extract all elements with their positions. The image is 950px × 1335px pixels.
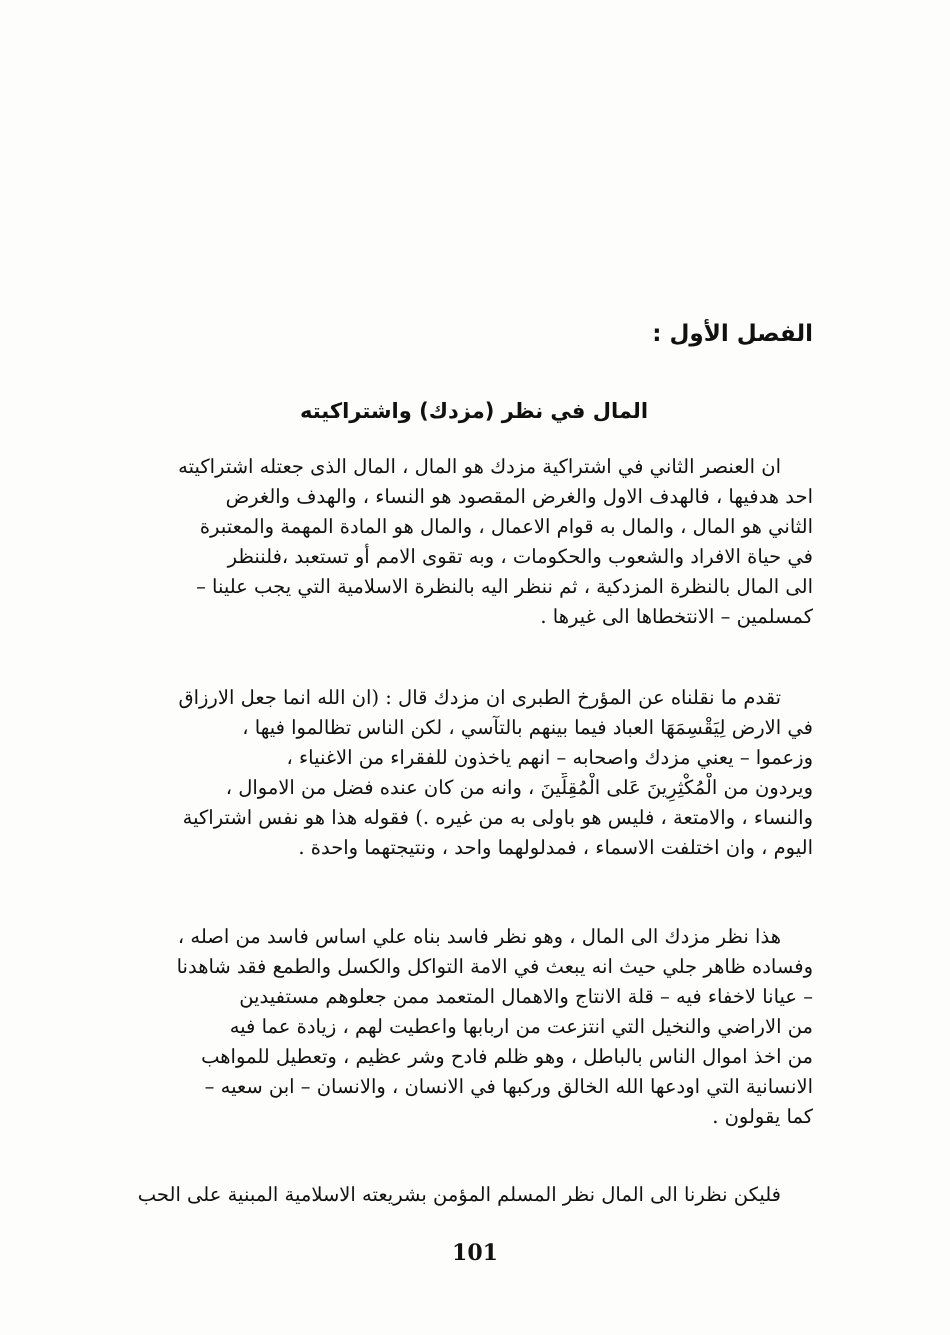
- paragraph-2: [135, 683, 813, 863]
- paragraph-line: في الارض لِيَقْسِمَهَا العباد فيما بينهم بالتآسي ، لكن الناس تظالموا فيها ،: [242, 716, 813, 739]
- paragraph-line: كما يقولون .: [712, 1105, 813, 1128]
- paragraph-line: كمسلمين – الانتخطاها الى غيرها .: [540, 605, 813, 628]
- paragraph-line: اليوم ، وان اختلفت الاسماء ، فمدلولهما واحد ، ونتيجتهما واحدة .: [298, 836, 813, 859]
- paragraph-line: الثاني هو المال ، والمال به قوام الاعمال ، والمال هو المادة المهمة والمعتبرة: [199, 515, 813, 538]
- paragraph-4: [135, 1180, 813, 1210]
- paragraph-line: من الاراضي والنخيل التي انتزعت من اربابها واعطيت لهم ، زيادة عما فيه: [229, 1015, 813, 1038]
- paragraph-line: والنساء ، والامتعة ، فليس هو باولى به من غيره .) فقوله هذا هو نفس اشتراكية: [182, 806, 813, 829]
- paragraph-line: الانسانية التي اودعها الله الخالق وركبها في الانسان ، والانسان – ابن سعيه –: [204, 1075, 813, 1098]
- paragraph-line: ان العنصر الثاني في اشتراكية مزدك هو المال ، المال الذى جعتله اشتراكيته: [178, 455, 781, 478]
- paragraph-line: في حياة الافراد والشعوب والحكومات ، وبه تقوى الامم أو تستعبد ،فلننظر: [227, 545, 813, 568]
- paragraph-line: من اخذ اموال الناس بالباطل ، وهو ظلم فادح وشر عظيم ، وتعطيل للمواهب: [201, 1045, 813, 1068]
- paragraph-line: وزعموا – يعني مزدك واصحابه – انهم ياخذون للفقراء من الاغنياء ،: [286, 746, 813, 769]
- paragraph-line: تقدم ما نقلناه عن المؤرخ الطبرى ان مزدك قال : (ان الله انما جعل الارزاق: [178, 686, 781, 709]
- section-title: المال في نظر (مزدك) واشتراكيته: [299, 399, 649, 423]
- chapter-heading: الفصل الأول :: [652, 321, 813, 347]
- paragraph-line: ويردون من الْمُكْثِرِينَ عَلى الْمُقِلِّينَ ، وانه من كان عنده فضل من الاموال ،: [225, 776, 813, 799]
- paragraph-3: [135, 922, 813, 1132]
- paragraph-line: احد هدفيها ، فالهدف الاول والغرض المقصود هو النساء ، والهدف والغرض: [225, 485, 813, 508]
- paragraph-line: الى المال بالنظرة المزدكية ، ثم ننظر اليه بالنظرة الاسلامية التي يجب علينا –: [196, 575, 813, 598]
- paragraph-line: – عيانا لاخفاء فيه – قلة الانتاج والاهمال المتعمد ممن جعلوهم مستفيدين: [239, 985, 813, 1008]
- paragraph-line: هذا نظر مزدك الى المال ، وهو نظر فاسد بناه علي اساس فاسد من اصله ،: [177, 925, 781, 948]
- page-number: 101: [452, 1240, 498, 1266]
- paragraph-line: وفساده ظاهر جلي حيث انه يبعث في الامة التواكل والكسل والطمع فقد شاهدنا: [176, 955, 813, 978]
- paragraph-line: فليكن نظرنا الى المال نظر المسلم المؤمن بشريعته الاسلامية المبنية على الحب: [137, 1183, 781, 1206]
- paragraph-1: [135, 452, 813, 632]
